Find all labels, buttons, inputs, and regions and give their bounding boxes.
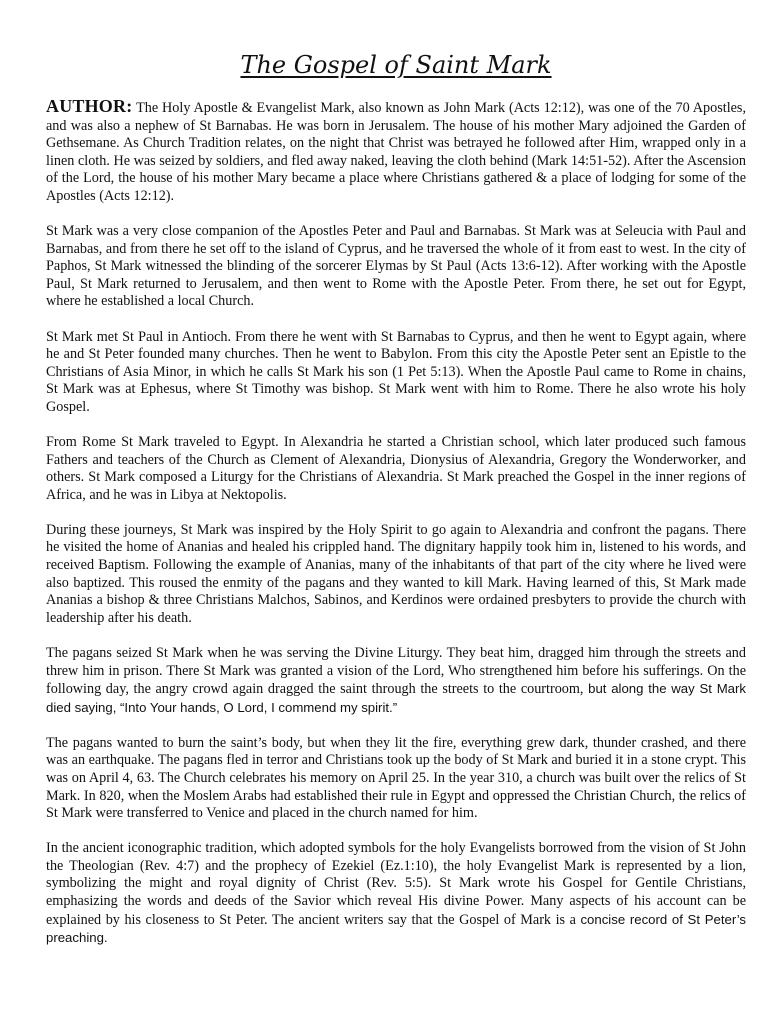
paragraph-iconography-text: In the ancient iconographic tradition, which adopted symbols for the holy Evangelists borrowed from the vision of St John the Theologian (Rev. 4:7) and the prophecy of Ezekiel (Ez.1:10), the holy Evangelist Mark is represented by a lion, symbolizing the might and royal dignity of Christ (Rev. 5:5). St Mark wrote his Gospel for Gentile Christians, emphasizing the words and deeds of the Savior which reveal His divine Power. Many aspects of his account can be explained by his closeness to St Peter. The ancient writers say that the Gospel of Mark is a	[46, 840, 746, 928]
paragraph-author	[46, 98, 746, 206]
paragraph-iconography-tail: concise record of St Peter’s preaching.	[46, 911, 746, 946]
paragraph-relics: The pagans wanted to burn the saint’s body, but when they lit the fire, everything grew dark, thunder crashed, and there was an earthquake. The pagans fled in terror and Christians took up the body of St Mark and buried it in a stone crypt. This was on April 4, 63. The Church celebrates his memory on April 25. In the year 310, a church was built over the relics of St Mark. In 820, when the Moslem Arabs had established their rule in Egypt and oppressed the Christian Church, the relics of St Mark were transferred to Venice and placed in the church named for him.	[46, 734, 746, 822]
paragraph-martyrdom-quote: but along the way St Mark died saying, “Into Your hands, O Lord, I commend my spirit.”	[46, 681, 746, 715]
paragraph-martyrdom	[46, 645, 746, 717]
paragraph-companion: St Mark was a very close companion of the Apostles Peter and Paul and Barnabas. St Mark was at Seleucia with Paul and Barnabas, and from there he set off to the island of Cyprus, and he traversed the whole of it from east to west. In the city of Paphos, St Mark witnessed the blinding of the sorcerer Elymas by St Paul (Acts 13:6-12). After working with the Apostle Paul, St Mark returned to Jerusalem, and then went to Rome with the Apostle Peter. From there, he set out for Egypt, where he established a local Church.	[46, 223, 746, 310]
paragraph-antioch: St Mark met St Paul in Antioch. From there he went with St Barnabas to Cyprus, and then he went to Egypt again, where he and St Peter founded many churches. Then he went to Babylon. From this city the Apostle Peter sent an Epistle to the Christians of Asia Minor, in which he calls St Mark his son (1 Pet 5:13). When the Apostle Paul came to Rome in chains, St Mark was at Ephesus, where St Timothy was bishop. St Mark went with him to Rome. There he also wrote his holy Gospel.	[46, 328, 746, 415]
paragraph-martyrdom-text: The pagans seized St Mark when he was serving the Divine Liturgy. They beat him, dragged him through the streets and threw him in prison. There St Mark was granted a vision of the Lord, Who strengthened him before his sufferings. On the following day, the angry crowd again dragged the saint through the streets to the courtroom,	[46, 644, 746, 698]
document-title: The Gospel of Saint Mark	[240, 51, 552, 79]
paragraph-author-text: The Holy Apostle & Evangelist Mark, also known as John Mark (Acts 12:12), was one of the 70 Apostles, and was also a nephew of St Barnabas. He was born in Jerusalem. The house of his mother Mary adjoined the Garden of Gethsemane. As Church Tradition relates, on the night that Christ was betrayed he followed after Him, wrapped only in a linen cloth. He was seized by soldiers, and fled away naked, leaving the cloth behind (Mark 14:51-52). After the Ascension of the Lord, the house of his mother Mary became a place where Christians gathered & a place of lodging for some of the Apostles (Acts 12:12).	[46, 100, 747, 204]
paragraph-journeys: During these journeys, St Mark was inspired by the Holy Spirit to go again to Alexandria and confront the pagans. There he visited the home of Ananias and healed his crippled hand. The dignitary happily took him in, listened to his words, and received Baptism. Following the example of Ananias, many of the inhabitants of that part of the city where he lived were also baptized. This roused the enmity of the pagans and they wanted to kill Mark. Having learned of this, St Mark made Ananias a bishop & three Christians Malchos, Sabinos, and Kerdinos were ordained presbyters to provide the church with leadership after his death.	[46, 521, 746, 626]
paragraph-egypt: From Rome St Mark traveled to Egypt. In Alexandria he started a Christian school, which later produced such famous Fathers and teachers of the Church as Clement of Alexandria, Dionysius of Alexandria, Gregory the Wonderworker, and others. St Mark composed a Liturgy for the Christians of Alexandria. St Mark preached the Gospel in the inner regions of Africa, and he was in Libya at Nektopolis.	[46, 434, 746, 503]
paragraph-iconography	[46, 840, 746, 948]
author-label: AUTHOR:	[46, 96, 133, 116]
